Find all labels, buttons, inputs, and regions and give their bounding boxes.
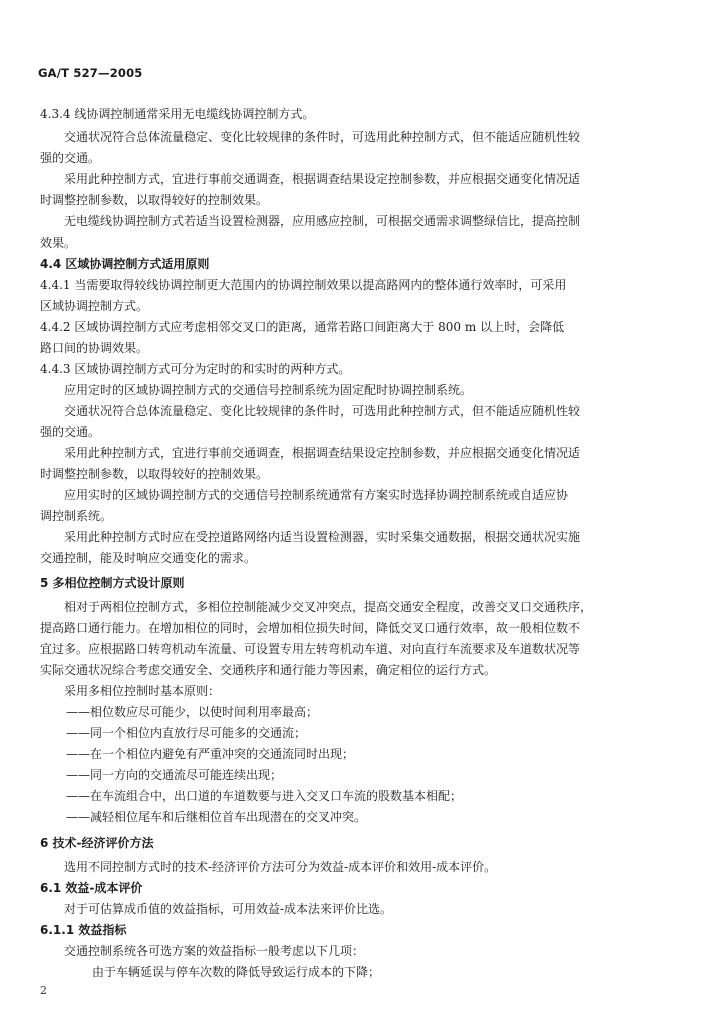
paragraph-line: 时调整控制参数，以取得较好的控制效果。 bbox=[40, 193, 269, 207]
paragraph-line: 提高路口通行能力。在增加相位的同时，会增加相位损失时间，降低交叉口通行效率，故一般相位数不 bbox=[40, 621, 581, 635]
paragraph-line: 无电缆线协调控制方式若适当设置检测器，应用感应控制，可根据交通需求调整绿信比，提高控制 bbox=[64, 214, 581, 228]
section-6-1-1-heading: 6.1.1 效益指标 bbox=[40, 923, 127, 937]
paragraph-line: 实际交通状况综合考虑交通安全、交通秩序和通行能力等因素，确定相位的运行方式。 bbox=[40, 663, 497, 677]
paragraph-line: 应用实时的区域协调控制方式的交通信号控制系统通常有方案实时选择协调控制系统或自适应协 bbox=[64, 488, 569, 502]
paragraph-line: 选用不同控制方式时的技术-经济评价方法可分为效益-成本评价和效用-成本评价。 bbox=[64, 860, 497, 874]
section-5-heading: 5 多相位控制方式设计原则 bbox=[40, 576, 185, 590]
list-item: ——减轻相位尾车和后继相位首车出现潜在的交叉冲突。 bbox=[66, 810, 367, 824]
page-number: 2 bbox=[40, 984, 47, 997]
paragraph-line: 效果。 bbox=[40, 236, 77, 250]
paragraph-line: 采用此种控制方式时应在受控道路网络内适当设置检测器，实时采集交通数据，根据交通状况实施 bbox=[64, 530, 581, 544]
section-4-4-heading: 4.4 区域协调控制方式适用原则 bbox=[40, 257, 210, 271]
paragraph-line: 采用此种控制方式，宜进行事前交通调查，根据调查结果设定控制参数，并应根据交通变化情况适 bbox=[64, 446, 581, 460]
paragraph-line: 交通状况符合总体流量稳定、变化比较规律的条件时，可选用此种控制方式，但不能适应随机性较 bbox=[64, 404, 581, 418]
paragraph-line: 应用定时的区域协调控制方式的交通信号控制系统为固定配时协调控制系统。 bbox=[64, 383, 473, 397]
paragraph-line: 采用此种控制方式，宜进行事前交通调查，根据调查结果设定控制参数，并应根据交通变化情况适 bbox=[64, 172, 581, 186]
list-item: ——同一个相位内直放行尽可能多的交通流； bbox=[66, 726, 307, 740]
paragraph-line: 强的交通。 bbox=[40, 425, 101, 439]
clause-4-4-2: 4.4.2 区域协调控制方式应考虑相邻交叉口的距离，通常若路口间距离大于 800 m 以上时，会降低 bbox=[40, 320, 565, 334]
paragraph-line: 调控制系统。 bbox=[40, 509, 113, 523]
list-item: ——相位数应尽可能少，以使时间利用率最高； bbox=[66, 705, 319, 719]
standard-number-header: GA/T 527—2005 bbox=[38, 66, 143, 80]
paragraph-line: 相对于两相位控制方式，多相位控制能减少交叉冲突点，提高交通安全程度，改善交叉口交通秩序， bbox=[64, 600, 593, 614]
paragraph-line: 路口间的协调效果。 bbox=[40, 341, 149, 355]
clause-4-3-4: 4.3.4 线协调控制通常采用无电缆线协调控制方式。 bbox=[40, 107, 315, 121]
paragraph-line: 强的交通。 bbox=[40, 151, 101, 165]
section-6-1-heading: 6.1 效益-成本评价 bbox=[40, 881, 143, 895]
paragraph-line: 采用多相位控制时基本原则： bbox=[64, 684, 221, 698]
list-item: ——在车流组合中，出口道的车道数要与进入交叉口车流的股数基本相配； bbox=[66, 789, 463, 803]
paragraph-line: 时调整控制参数，以取得较好的控制效果。 bbox=[40, 467, 269, 481]
paragraph-line: 宜过多。应根据路口转弯机动车流量、可设置专用左转弯机动车道、对向直行车流要求及车道数状况等 bbox=[40, 642, 581, 656]
paragraph-line: 区域协调控制方式。 bbox=[40, 299, 149, 313]
list-item: ——同一方向的交通流尽可能连续出现； bbox=[66, 768, 283, 782]
paragraph-line: 对于可估算成币值的效益指标，可用效益-成本法来评价比选。 bbox=[64, 902, 393, 916]
paragraph-line: 交通控制系统各可选方案的效益指标一般考虑以下几项： bbox=[64, 944, 365, 958]
paragraph-line: 交通控制，能及时响应交通变化的需求。 bbox=[40, 551, 257, 565]
section-6-heading: 6 技术-经济评价方法 bbox=[40, 836, 154, 850]
clause-4-4-3: 4.4.3 区域协调控制方式可分为定时的和实时的两种方式。 bbox=[40, 362, 351, 376]
paragraph-line: 由于车辆延误与停车次数的降低导致运行成本的下降； bbox=[92, 965, 381, 979]
paragraph-line: 交通状况符合总体流量稳定、变化比较规律的条件时，可选用此种控制方式，但不能适应随机性较 bbox=[64, 130, 581, 144]
clause-4-4-1: 4.4.1 当需要取得较线协调控制更大范围内的协调控制效果以提高路网内的整体通行效率时，可采用 bbox=[40, 278, 567, 292]
list-item: ——在一个相位内避免有严重冲突的交通流同时出现； bbox=[66, 747, 355, 761]
